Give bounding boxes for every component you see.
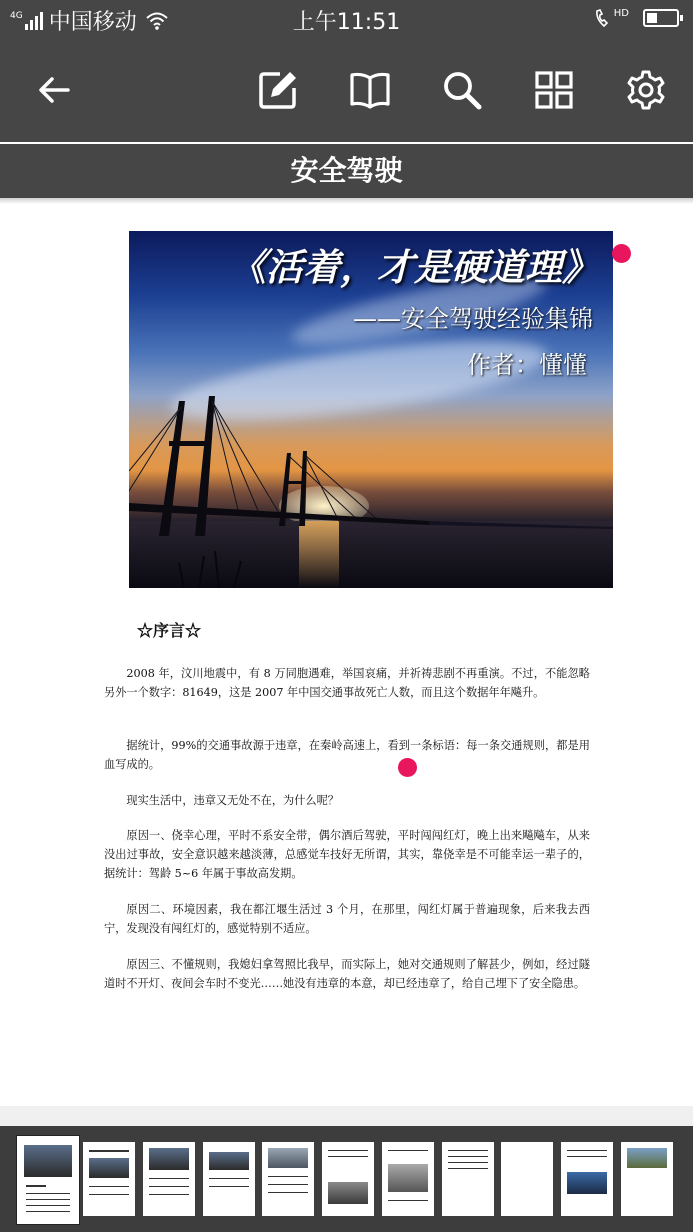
settings-button[interactable]	[620, 64, 672, 116]
grid-icon	[534, 70, 574, 110]
gear-icon	[623, 67, 669, 113]
book-icon	[348, 70, 392, 110]
cover-author: 作者：懂懂	[467, 351, 587, 379]
cover-subtitle: ——安全驾驶经验集锦	[353, 305, 593, 333]
hd-label: HD	[613, 7, 629, 19]
page-thumbnail[interactable]	[442, 1142, 494, 1216]
page-gap	[0, 1106, 693, 1126]
paragraph: 2008 年，汶川地震中，有 8 万同胞遇难，举国哀痛，并祈祷悲剧不再重演。不过，不能忽略另外一个数字：81649，这是 2007 年中国交通事故死亡人数，而且这个数据年年飚升。	[104, 667, 590, 699]
document-title: 安全驾驶	[0, 144, 693, 198]
page-thumbnail[interactable]	[143, 1142, 195, 1216]
status-bar	[0, 0, 693, 38]
back-arrow-icon	[36, 72, 72, 108]
paragraph: 据统计，99%的交通事故源于违章，在秦岭高速上，看到一条标语：每一条交通规则，都是用血写成的。	[104, 739, 590, 771]
search-button[interactable]	[436, 64, 488, 116]
status-right	[594, 7, 679, 29]
page-thumbnail[interactable]	[17, 1136, 79, 1224]
paragraph: 现实生活中，违章又无处不在，为什么呢？	[126, 794, 339, 807]
battery-icon	[643, 9, 679, 27]
paragraph: 原因三、不懂规则，我媳妇拿驾照比我早，而实际上，她对交通规则了解甚少，例如，经过隧道时不开灯、夜间会车时不变光……她没有违章的本意，却已经违章了，给自己埋下了安全隐患。	[104, 958, 590, 990]
page-thumbnail[interactable]	[83, 1142, 135, 1216]
page-thumbnail[interactable]	[382, 1142, 434, 1216]
touch-marker	[612, 244, 631, 263]
section-heading: ☆序言☆	[137, 621, 202, 640]
paragraph: 原因一、侥幸心理，平时不系安全带，偶尔酒后驾驶，平时闯闯红灯，晚上出来飚飚车，从来没出过事故，安全意识越来越淡薄，总感觉车技好无所谓，其实，靠侥幸是不可能幸运一辈子的，据统计：驾龄 5~6 年属于事故高发期。	[104, 829, 590, 880]
edit-button[interactable]	[252, 64, 304, 116]
battery-fill	[647, 13, 657, 23]
paragraph: 原因二、环境因素，我在都江堰生活过 3 个月，在那里，闯红灯属于普遍现象，后来我去西宁，发现没有闯红灯的，感觉特别不适应。	[104, 903, 590, 935]
page-thumbnail[interactable]	[262, 1142, 314, 1216]
cover-title: 《活着，才是硬道理》	[229, 246, 599, 289]
back-button[interactable]	[28, 64, 80, 116]
page-thumbnail[interactable]	[203, 1142, 255, 1216]
thumbnail-strip	[0, 1126, 693, 1232]
bookmark-button[interactable]	[344, 64, 396, 116]
page-thumbnail[interactable]	[561, 1142, 613, 1216]
network-type: 4G	[10, 10, 23, 21]
page-thumbnail[interactable]	[621, 1142, 673, 1216]
carrier-name: 中国移动	[48, 10, 137, 35]
page-thumbnail[interactable]	[501, 1142, 553, 1216]
cover-image	[129, 231, 613, 588]
thumbnail-grid-button[interactable]	[528, 64, 580, 116]
page-thumbnail[interactable]	[322, 1142, 374, 1216]
edit-icon	[256, 68, 300, 112]
document-page[interactable]	[0, 204, 693, 1106]
toolbar	[0, 38, 693, 142]
search-icon	[441, 69, 483, 111]
touch-marker	[398, 758, 417, 777]
status-time: 上午11:51	[292, 10, 401, 35]
